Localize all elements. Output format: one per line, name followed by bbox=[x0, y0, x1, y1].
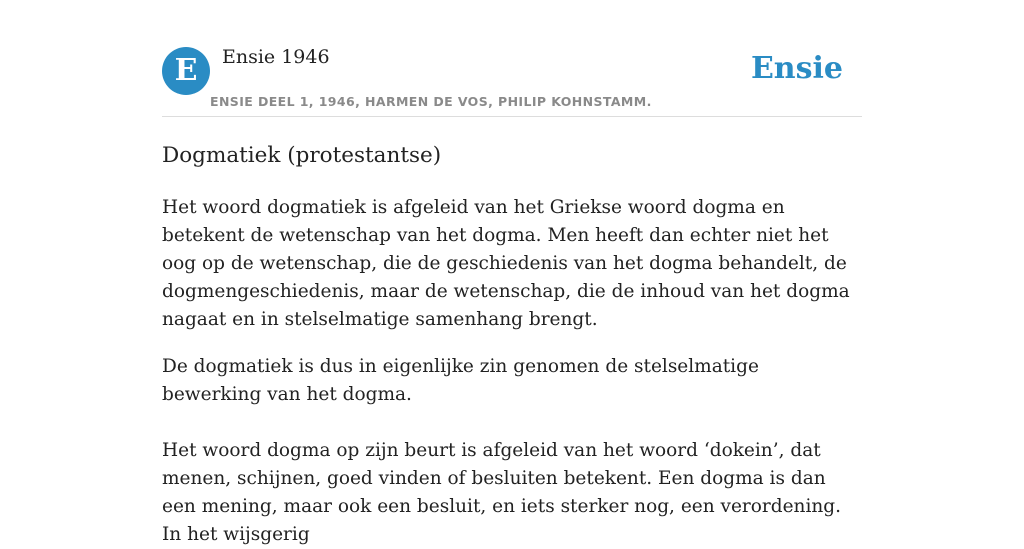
ensie-logo-icon[interactable]: E bbox=[162, 47, 210, 95]
paragraph: De dogmatiek is dus in eigenlijke zin genomen de stelselmatige bewerking van het dogma. bbox=[162, 356, 759, 405]
page bbox=[162, 0, 862, 545]
site-title[interactable]: Ensie 1946 bbox=[222, 46, 330, 68]
header bbox=[162, 0, 862, 117]
article-body bbox=[162, 194, 862, 549]
article-title: Dogmatiek (protestantse) bbox=[162, 143, 442, 168]
paragraph: Het woord dogma op zijn beurt is afgeleid van het woord ‘dokein’, dat menen, schijnen, goed vinden of besluiten betekent. Een dogma is dan een mening, maar ook een besluit, en iets sterker nog, een verordening. In het wijsgerig bbox=[162, 440, 841, 545]
paragraph: Het woord dogmatiek is afgeleid van het Griekse woord dogma en betekent de wetenschap van het dogma. Men heeft dan echter niet het oog op de wetenschap, die de geschiedenis van het dogma behandelt, de dogmengeschiedenis, maar de wetenschap, die de inhoud van het dogma nagaat en in stelselmatige samenhang brengt. bbox=[162, 197, 850, 330]
source-subtitle: ENSIE DEEL 1, 1946, HARMEN DE VOS, PHILIP KOHNSTAMM. bbox=[210, 94, 652, 109]
brand-logo[interactable]: Ensie bbox=[750, 51, 843, 86]
